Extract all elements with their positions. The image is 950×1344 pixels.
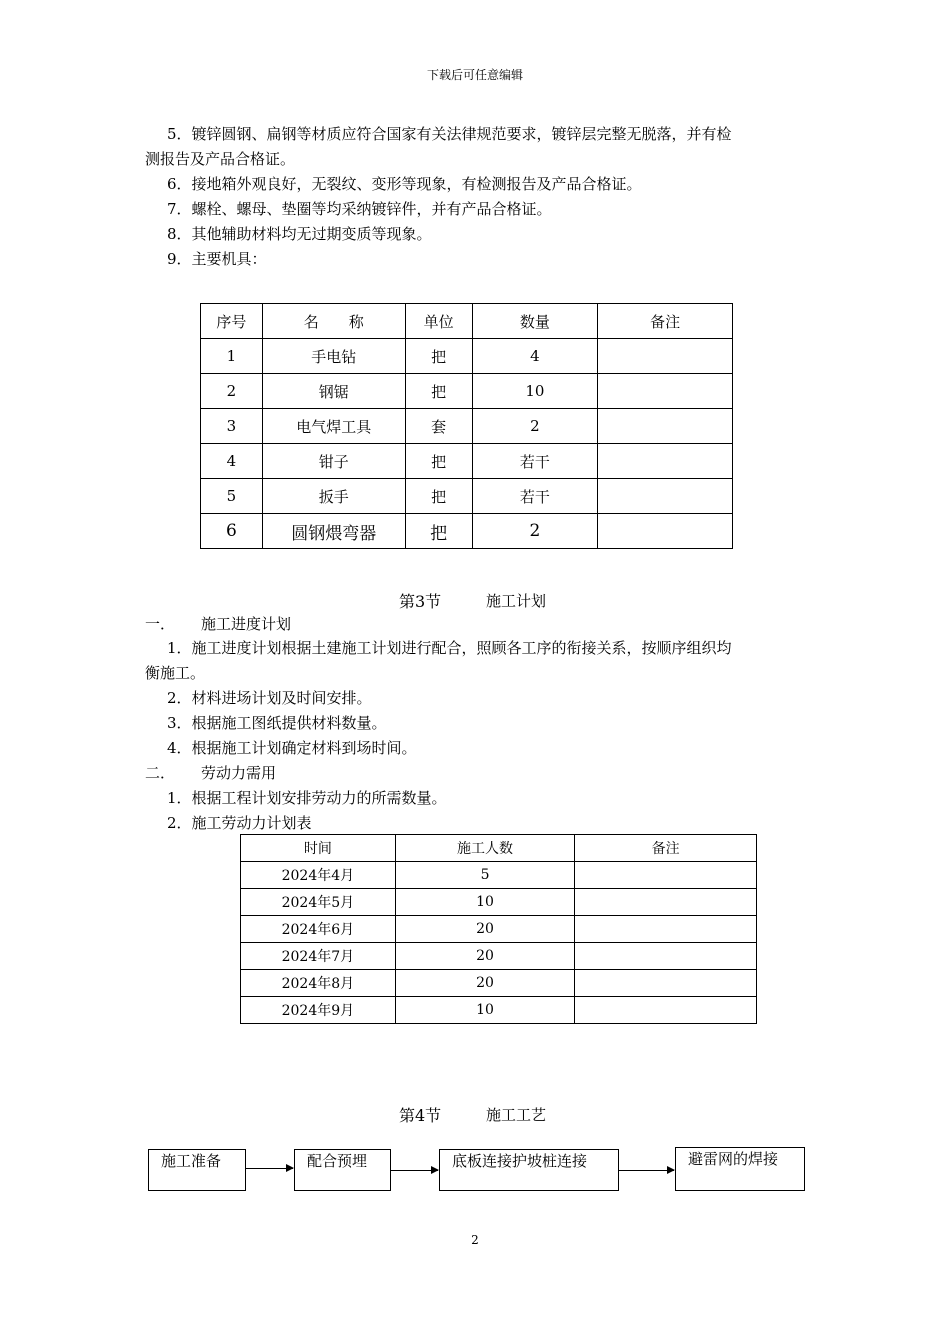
table-row	[241, 943, 757, 970]
table-cell: 若干	[472, 479, 598, 514]
table-cell: 6	[201, 514, 263, 549]
table-cell: 圆钢煨弯器	[262, 514, 405, 549]
material-item-6: 6．接地箱外观良好，无裂纹、变形等现象，有检测报告及产品合格证。	[167, 175, 642, 193]
table-cell	[575, 943, 757, 970]
table-cell	[575, 916, 757, 943]
schedule-item-4: 4．根据施工计划确定材料到场时间。	[167, 739, 417, 757]
table-header-row	[201, 304, 733, 339]
flow-step-connect: 底板连接护坡桩连接	[439, 1149, 619, 1191]
table-cell: 2	[472, 409, 598, 444]
table-cell: 扳手	[262, 479, 405, 514]
table-cell: 2024年5月	[241, 889, 396, 916]
flow-step-embed: 配合预埋	[294, 1149, 391, 1191]
table-cell	[575, 862, 757, 889]
table-row	[201, 514, 733, 549]
table-cell: 5	[395, 862, 575, 889]
section-3-number: 第3节	[399, 592, 442, 611]
table-row	[201, 479, 733, 514]
table-header-cell: 数量	[472, 304, 598, 339]
schedule-item-2: 2．材料进场计划及时间安排。	[167, 689, 372, 707]
table-cell: 10	[395, 889, 575, 916]
arrow-right-icon	[619, 1170, 674, 1171]
table-cell: 把	[405, 374, 472, 409]
table-cell	[598, 409, 733, 444]
table-header-cell: 单位	[405, 304, 472, 339]
flow-step-prep: 施工准备	[148, 1149, 246, 1191]
schedule-item-3: 3．根据施工图纸提供材料数量。	[167, 714, 387, 732]
table-cell: 1	[201, 339, 263, 374]
schedule-item-1: 1．施工进度计划根据土建施工计划进行配合，照顾各工序的衔接关系，按顺序组织均	[167, 639, 732, 657]
table-header-cell: 备注	[575, 835, 757, 862]
header-note: 下载后可任意编辑	[426, 68, 523, 82]
table-header-cell: 时间	[241, 835, 396, 862]
table-header-row	[241, 835, 757, 862]
material-item-5-cont: 测报告及产品合格证。	[145, 150, 296, 168]
table-header-cell: 名 称	[262, 304, 405, 339]
table-cell: 2	[201, 374, 263, 409]
subsection-1-title: 施工进度计划	[201, 615, 292, 633]
subsection-1-number: 一．	[145, 615, 176, 633]
table-cell: 把	[405, 479, 472, 514]
table-row	[201, 339, 733, 374]
table-cell: 2024年7月	[241, 943, 396, 970]
table-cell: 20	[395, 943, 575, 970]
table-cell: 电气焊工具	[262, 409, 405, 444]
subsection-2-title: 劳动力需用	[201, 764, 277, 782]
table-header-cell: 施工人数	[395, 835, 575, 862]
table-cell: 5	[201, 479, 263, 514]
table-cell: 20	[395, 916, 575, 943]
section-4-number: 第4节	[399, 1106, 442, 1125]
labor-item-1: 1．根据工程计划安排劳动力的所需数量。	[167, 789, 447, 807]
table-row	[241, 862, 757, 889]
labor-table	[240, 834, 757, 1024]
table-cell	[598, 479, 733, 514]
table-header-cell: 序号	[201, 304, 263, 339]
table-cell: 2024年9月	[241, 997, 396, 1024]
table-cell: 钳子	[262, 444, 405, 479]
table-cell: 2024年4月	[241, 862, 396, 889]
table-cell: 手电钻	[262, 339, 405, 374]
table-cell	[598, 339, 733, 374]
table-cell: 把	[405, 339, 472, 374]
material-item-8: 8．其他辅助材料均无过期变质等现象。	[167, 225, 432, 243]
table-header-cell: 备注	[598, 304, 733, 339]
material-item-7: 7．螺栓、螺母、垫圈等均采纳镀锌件，并有产品合格证。	[167, 200, 552, 218]
table-cell: 3	[201, 409, 263, 444]
material-item-5: 5．镀锌圆钢、扁钢等材质应符合国家有关法律规范要求，镀锌层完整无脱落，并有检	[167, 125, 732, 143]
table-row	[241, 970, 757, 997]
table-cell	[575, 970, 757, 997]
table-cell: 把	[405, 444, 472, 479]
table-cell: 2024年6月	[241, 916, 396, 943]
table-cell: 4	[472, 339, 598, 374]
section-3-title: 施工计划	[486, 592, 547, 610]
subsection-2-number: 二．	[145, 764, 176, 782]
table-cell: 2024年8月	[241, 970, 396, 997]
table-cell: 套	[405, 409, 472, 444]
table-cell: 20	[395, 970, 575, 997]
section-4-title: 施工工艺	[486, 1106, 547, 1124]
table-row	[201, 409, 733, 444]
labor-item-2: 2．施工劳动力计划表	[167, 814, 312, 832]
table-cell	[598, 444, 733, 479]
page-number: 2	[471, 1233, 479, 1247]
flow-step-weld: 避雷网的焊接	[675, 1147, 805, 1191]
table-cell: 10	[472, 374, 598, 409]
table-cell	[575, 889, 757, 916]
table-cell: 把	[405, 514, 472, 549]
table-row	[241, 916, 757, 943]
table-cell: 4	[201, 444, 263, 479]
table-row	[241, 997, 757, 1024]
schedule-item-1-cont: 衡施工。	[145, 664, 206, 682]
table-cell: 10	[395, 997, 575, 1024]
material-item-9: 9．主要机具：	[167, 250, 267, 268]
table-cell	[575, 997, 757, 1024]
tools-table	[200, 303, 733, 549]
table-cell	[598, 514, 733, 549]
table-cell	[598, 374, 733, 409]
table-cell: 2	[472, 514, 598, 549]
table-cell: 钢锯	[262, 374, 405, 409]
table-row	[201, 444, 733, 479]
table-cell: 若干	[472, 444, 598, 479]
table-row	[241, 889, 757, 916]
table-row	[201, 374, 733, 409]
arrow-right-icon	[391, 1170, 438, 1171]
arrow-right-icon	[246, 1168, 293, 1169]
